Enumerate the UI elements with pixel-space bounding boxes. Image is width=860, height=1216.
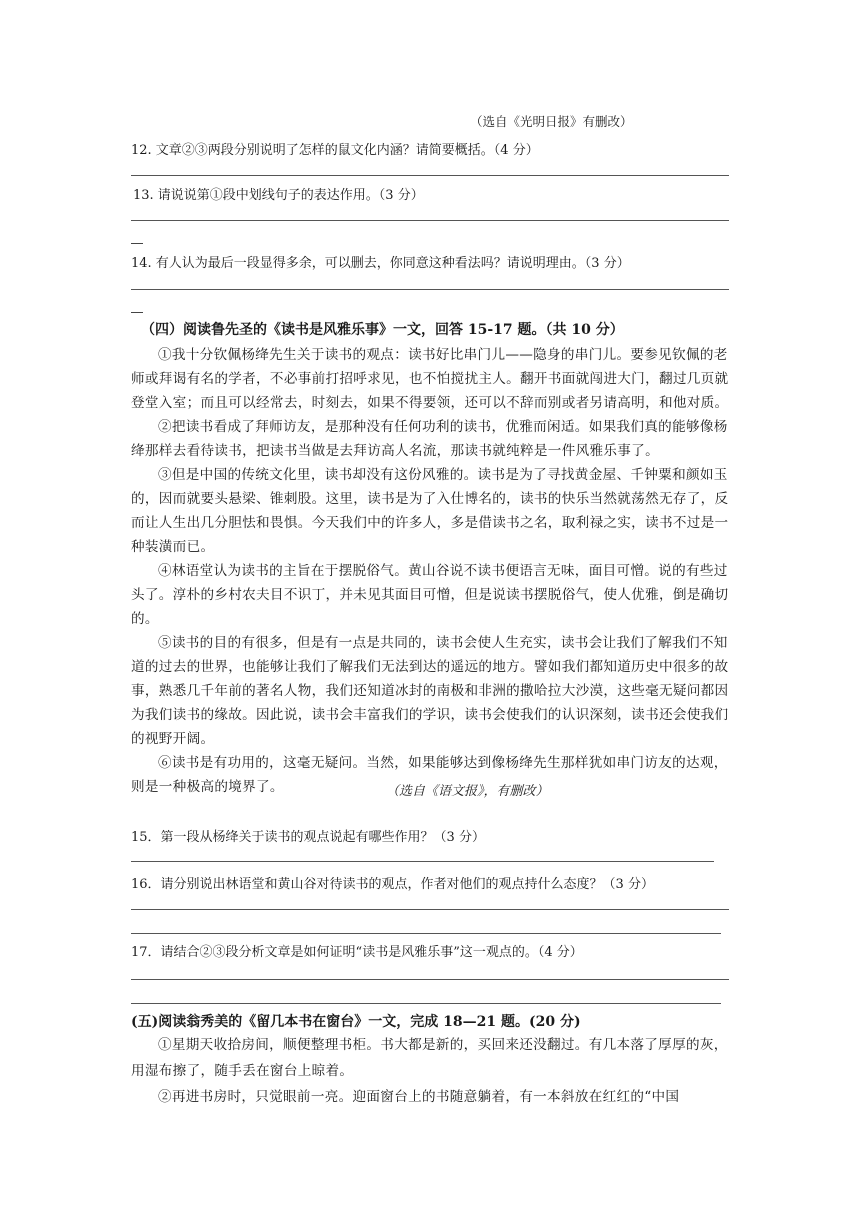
answer-line-16a[interactable] — [131, 909, 729, 910]
section-4-paragraph-2: ②把读书看成了拜师访友，是那种没有任何功利的读书，优雅而闲适。如果我们真的能够像杨绛那样去看待读书，把读书当做是去拜访高人名流，那读书就纯粹是一件风雅乐事了。 — [131, 419, 728, 459]
question-15: 15．第一段从杨绛关于读书的观点说起有哪些作用？（3 分） — [131, 830, 485, 845]
section-4-paragraph-4: ④林语堂认为读书的主旨在于摆脱俗气。黄山谷说不读书便语言无味，面目可憎。说的有些过头了。淳朴的乡村农夫目不识丁，并未见其面目可憎，但是说读书摆脱俗气，使人优雅，倒是确切的。 — [131, 563, 729, 627]
section-4-source: （选自《语文报》，有删改） — [386, 784, 549, 799]
section-5-paragraph-1: ①星期天收拾房间，顺便整理书柜。书大都是新的，买回来还没翻过。有几本落了厚厚的灰，用湿布擦了，随手丢在窗台上晾着。 — [131, 1037, 728, 1079]
answer-line-13[interactable] — [131, 220, 729, 221]
answer-line-14-tail — [131, 312, 143, 313]
answer-line-17a[interactable] — [131, 979, 729, 980]
section-5-heading: (五)阅读翁秀美的《留几本书在窗台》一文，完成 18—21 题。(20 分) — [131, 1014, 581, 1030]
question-13: 13. 请说说第①段中划线句子的表达作用。（3 分） — [133, 188, 424, 203]
answer-line-15[interactable] — [131, 861, 714, 862]
answer-line-16b[interactable] — [131, 933, 721, 934]
answer-line-13-tail — [131, 243, 143, 244]
question-17: 17．请结合②③段分析文章是如何证明“读书是风雅乐事”这一观点的。（4 分） — [131, 945, 583, 960]
section-5-body — [131, 1032, 731, 1110]
section-4-heading: （四）阅读鲁先圣的《读书是风雅乐事》一文，回答 15-17 题。（共 10 分） — [141, 322, 624, 338]
answer-line-12[interactable] — [131, 175, 729, 176]
section-4-paragraph-1: ①我十分钦佩杨绛先生关于读书的观点：读书好比串门儿——隐身的串门儿。要参见钦佩的老师或拜谒有名的学者，不必事前打招呼求见，也不怕搅扰主人。翻开书面就闯进大门，翻过几页就登堂入室；而且可以经常去，时刻去，如果不得要领，还可以不辞而别或者另请高明，和他对质。 — [131, 347, 729, 411]
question-14: 14. 有人认为最后一段显得多余，可以删去，你同意这种看法吗？请说明理由。（3 分） — [131, 256, 630, 271]
question-16: 16．请分别说出林语堂和黄山谷对待读书的观点，作者对他们的观点持什么态度？（3 分） — [131, 877, 654, 892]
answer-line-17b[interactable] — [131, 1003, 721, 1004]
section-4-body — [131, 343, 731, 799]
question-12: 12. 文章②③两段分别说明了怎样的鼠文化内涵？请简要概括。（4 分） — [131, 143, 539, 158]
section-4-paragraph-6: ⑥读书是有功用的，这毫无疑问。当然，如果能够达到像杨绛先生那样犹如串门访友的达观，则是一种极高的境界了。 — [131, 755, 728, 795]
section-4-paragraph-3: ③但是中国的传统文化里，读书却没有这份风雅的。读书是为了寻找黄金屋、千钟粟和颜如玉的，因而就要头悬梁、锥刺股。这里，读书是为了入仕博名的，读书的快乐当然就荡然无存了，反而让人生出几分胆怯和畏惧。今天我们中的许多人，多是借读书之名，取利禄之实，读书不过是一种装潢而已。 — [131, 467, 729, 555]
answer-line-14[interactable] — [131, 289, 729, 290]
source-citation-top: （选自《光明日报》有删改） — [470, 114, 633, 129]
section-4-paragraph-5: ⑤读书的目的有很多，但是有一点是共同的，读书会使人生充实，读书会让我们了解我们不知道的过去的世界，也能够让我们了解我们无法到达的遥远的地方。譬如我们都知道历史中很多的故事，熟悉几千年前的著名人物，我们还知道冰封的南极和非洲的撒哈拉大沙漠，这些毫无疑问都因为我们读书的缘故。因此说，读书会丰富我们的学识，读书会使我们的认识深刻，读书还会使我们的视野开阔。 — [131, 635, 729, 747]
section-5-paragraph-2: ②再进书房时，只觉眼前一亮。迎面窗台上的书随意躺着，有一本斜放在红红的“中国 — [158, 1089, 680, 1105]
